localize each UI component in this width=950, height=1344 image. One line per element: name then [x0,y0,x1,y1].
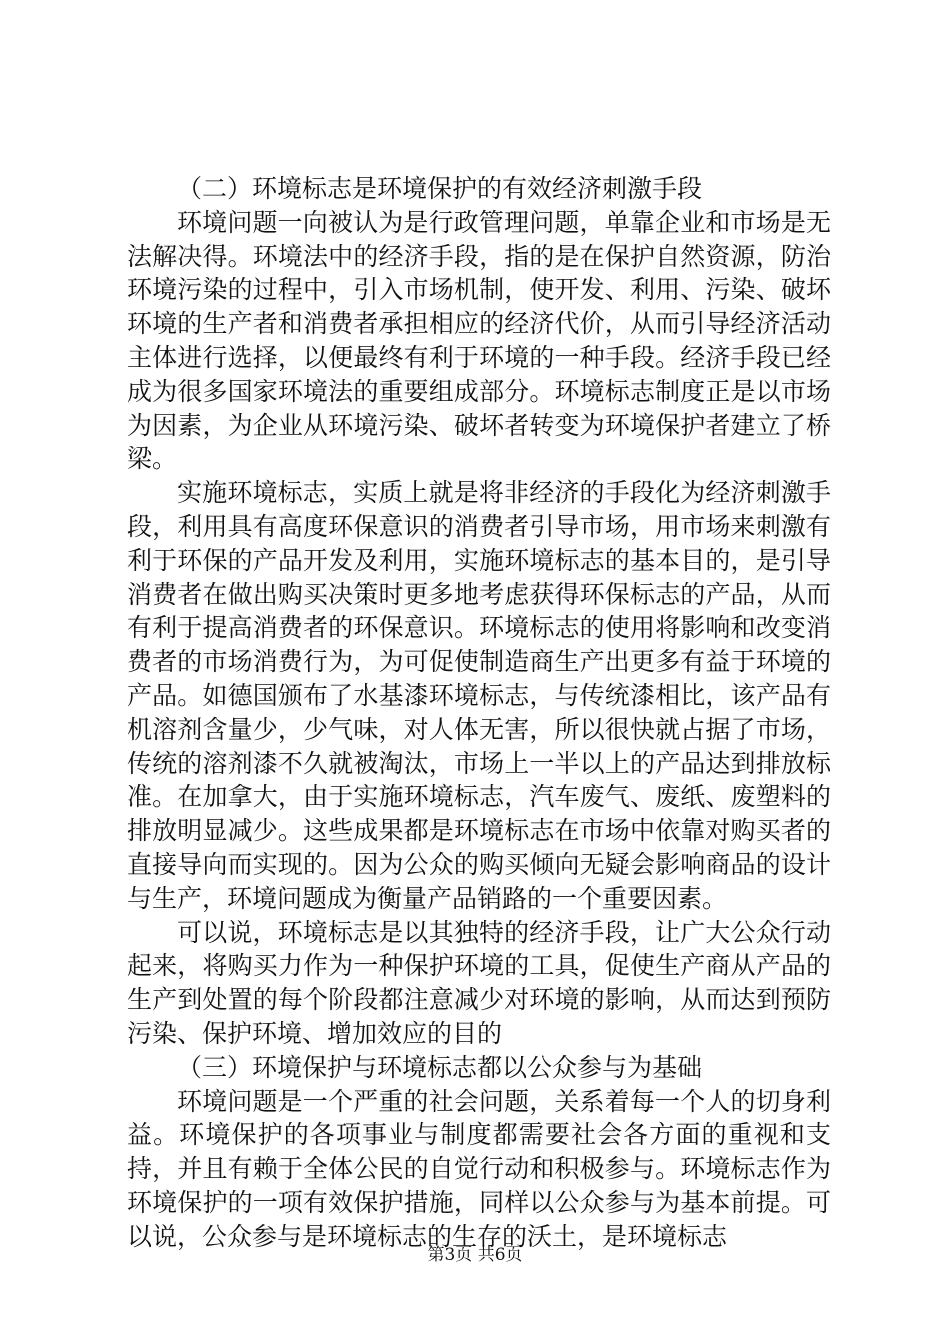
paragraph-3-1: 环境问题是一个严重的社会问题，关系着每一个人的切身利益。环境保护的各项事业与制度都需要社会各方面的重视和支持，并且有赖于全体公民的自觉行动和积极参与。环境标志作为环境保护的一项有效保护措施，同样以公众参与为基本前提。可以说，公众参与是环境标志的生存的沃土，是环境标志 [127,1086,831,1251]
paragraph-2-1: 环境问题一向被认为是行政管理问题，单靠企业和市场是无法解决得。环境法中的经济手段，指的是在保护自然资源，防治环境污染的过程中，引入市场机制，使开发、利用、污染、破坏环境的生产者和消费者承担相应的经济代价，从而引导经济活动主体进行选择，以便最终有利于环境的一种手段。经济手段已经成为很多国家环境法的重要组成部分。环境标志制度正是以市场为因素，为企业从环境污染、破坏者转变为环境保护者建立了桥梁。 [127,207,831,474]
page-number-footer: 第3页 共6页 [427,1245,523,1265]
paragraph-2-3: 可以说，环境标志是以其独特的经济手段，让广大公众行动起来，将购买力作为一种保护环境的工具，促使生产商从产品的生产到处置的每个阶段都注意减少对环境的影响，从而达到预防污染、保护环境、增加效应的目的 [127,917,831,1048]
section-heading-3: （三）环境保护与环境标志都以公众参与为基础 [177,1052,703,1082]
document-body [127,172,831,1254]
section-heading-2: （二）环境标志是环境保护的有效经济刺激手段 [177,174,703,203]
paragraph-2-2: 实施环境标志，实质上就是将非经济的手段化为经济刺激手段，利用具有高度环保意识的消费者引导市场，用市场来刺激有利于环保的产品开发及利用，实施环境标志的基本目的，是引导消费者在做出购买决策时更多地考虑获得环保标志的产品，从而有利于提高消费者的环保意识。环境标志的使用将影响和改变消费者的市场消费行为，为可促使制造商生产出更多有益于环境的产品。如德国颁布了水基漆环境标志，与传统漆相比，该产品有机溶剂含量少，少气味，对人体无害，所以很快就占据了市场，传统的溶剂漆不久就被淘汰，市场上一半以上的产品达到排放标准。在加拿大，由于实施环境标志，汽车废气、废纸、废塑料的排放明显减少。这些成果都是环境标志在市场中依靠对购买者的直接导向而实现的。因为公众的购买倾向无疑会影响商品的设计与生产，环境问题成为衡量产品销路的一个重要因素。 [127,478,831,913]
